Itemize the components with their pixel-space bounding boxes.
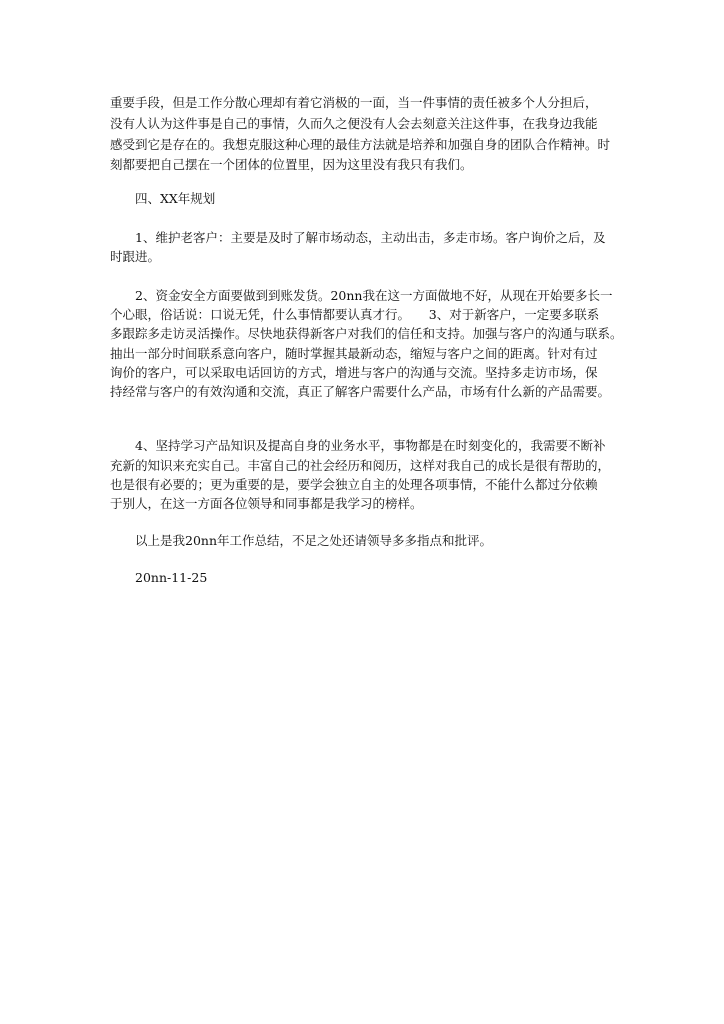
closing-line: 以上是我20nn年工作总结，不足之处还请领导多多指点和批评。 (135, 533, 493, 548)
item-4-line: 4、坚持学习产品知识及提高自身的业务水平，事物都是在时刻变化的，我需要不断补 (135, 438, 606, 453)
paragraph-line: 刻都要把自己摆在一个团体的位置里，因为这里没有我只有我们。 (110, 157, 473, 172)
item-1-line: 1、维护老客户：主要是及时了解市场动态，主动出击，多走市场。客户询价之后，及 (135, 230, 606, 245)
item-4-line: 充新的知识来充实自己。丰富自己的社会经历和阅历，这样对我自己的成长是很有帮助的， (110, 458, 611, 473)
item-4-line: 于别人，在这一方面各位领导和同事都是我学习的榜样。 (110, 496, 423, 511)
date: 20nn-11-25 (135, 570, 208, 585)
paragraph-line: 没有人认为这件事是自己的事情，久而久之便没有人会去刻意关注这件事，在我身边我能 (110, 116, 598, 131)
paragraph-line: 重要手段，但是工作分散心理却有着它消极的一面，当一件事情的责任被多个人分担后， (110, 95, 598, 110)
item-2-line: 询价的客户，可以采取电话回访的方式，增进与客户的沟通与交流。坚持多走访市场，保 (110, 365, 598, 380)
item-2-line: 个心眼，俗话说：口说无凭，什么事情都要认真才行。 3、对于新客户，一定要多联系 (110, 307, 600, 322)
item-2-line: 抽出一部分时间联系意向客户，随时掌握其最新动态，缩短与客户之间的距离。针对有过 (110, 346, 598, 361)
item-2-line: 多跟踪多走访灵活操作。尽快地获得新客户对我们的信任和支持。加强与客户的沟通与联系。 (110, 326, 623, 341)
item-2-line: 持经常与客户的有效沟通和交流，真正了解客户需要什么产品，市场有什么新的产品需要。 (110, 384, 611, 399)
section-heading: 四、XX年规划 (135, 191, 216, 206)
paragraph-line: 感受到它是存在的。我想克服这种心理的最佳方法就是培养和加强自身的团队合作精神。时 (110, 137, 611, 152)
item-4-line: 也是很有必要的；更为重要的是，要学会独立自主的处理各项事情，不能什么都过分依赖 (110, 477, 598, 492)
item-1-line: 时跟进。 (110, 249, 161, 264)
item-2-line: 2、资金安全方面要做到到账发货。20nn我在这一方面做地不好，从现在开始要多长一 (135, 288, 613, 303)
